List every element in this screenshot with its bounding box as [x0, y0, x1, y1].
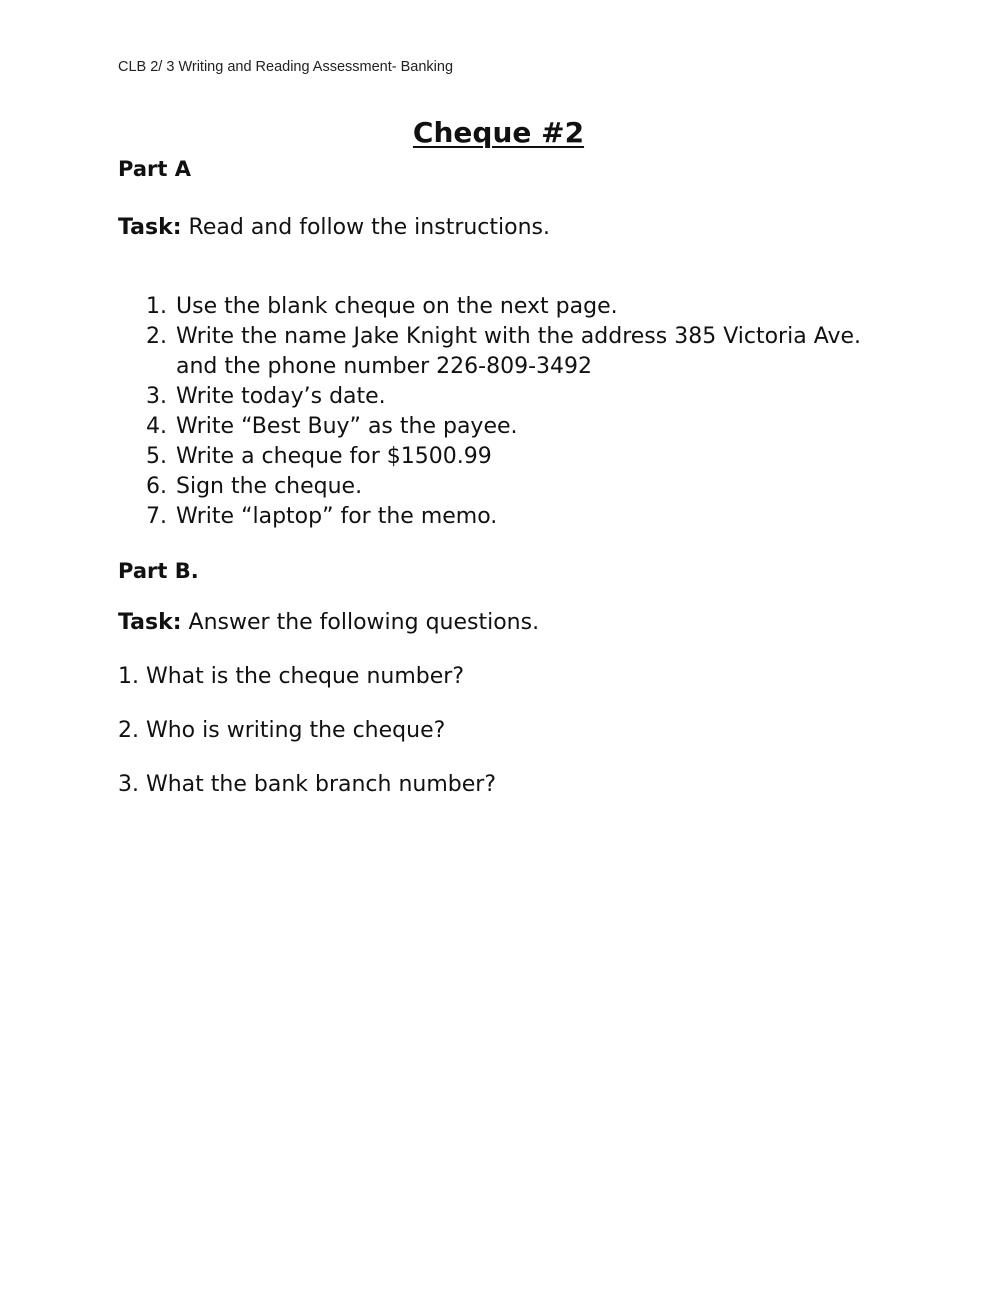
instruction-text: Write “Best Buy” as the payee. [176, 414, 518, 439]
instruction-number: 6. [146, 474, 167, 499]
instruction-number: 1. [146, 294, 167, 319]
instruction-text: Write today’s date. [176, 384, 386, 409]
instruction-item [146, 382, 906, 412]
part-a-task-label: Task: [118, 215, 182, 240]
instruction-item [146, 472, 906, 502]
instruction-number: 3. [146, 384, 167, 409]
instruction-item [146, 292, 906, 322]
instruction-text: Write the name Jake Knight with the address 385 Victoria Ave. and the phone number 226-809-3492 [176, 324, 861, 379]
instruction-item [146, 442, 906, 472]
page-title: Cheque #2 [412, 116, 585, 149]
question-2: 2. Who is writing the cheque? [118, 718, 446, 743]
instruction-number: 2. [146, 324, 167, 349]
part-b-task [118, 610, 539, 635]
part-a-task-text: Read and follow the instructions. [188, 215, 550, 240]
instruction-number: 4. [146, 414, 167, 439]
document-header: CLB 2/ 3 Writing and Reading Assessment- Banking [118, 59, 454, 75]
part-b-task-label: Task: [118, 610, 182, 635]
instruction-number: 7. [146, 504, 167, 529]
instruction-item [146, 502, 906, 532]
instruction-list [146, 292, 906, 532]
question-1: 1. What is the cheque number? [118, 664, 464, 689]
instruction-item [146, 412, 906, 442]
instruction-text: Write a cheque for $1500.99 [176, 444, 492, 469]
instruction-number: 5. [146, 444, 167, 469]
question-3: 3. What the bank branch number? [118, 772, 497, 797]
instruction-text: Sign the cheque. [176, 474, 363, 499]
part-a-task [118, 215, 550, 240]
part-b-heading: Part B. [118, 559, 199, 583]
part-a-heading: Part A [118, 157, 191, 181]
instruction-text: Write “laptop” for the memo. [176, 504, 498, 529]
instruction-text: Use the blank cheque on the next page. [176, 294, 618, 319]
part-b-task-text: Answer the following questions. [188, 610, 540, 635]
instruction-item [146, 322, 906, 382]
